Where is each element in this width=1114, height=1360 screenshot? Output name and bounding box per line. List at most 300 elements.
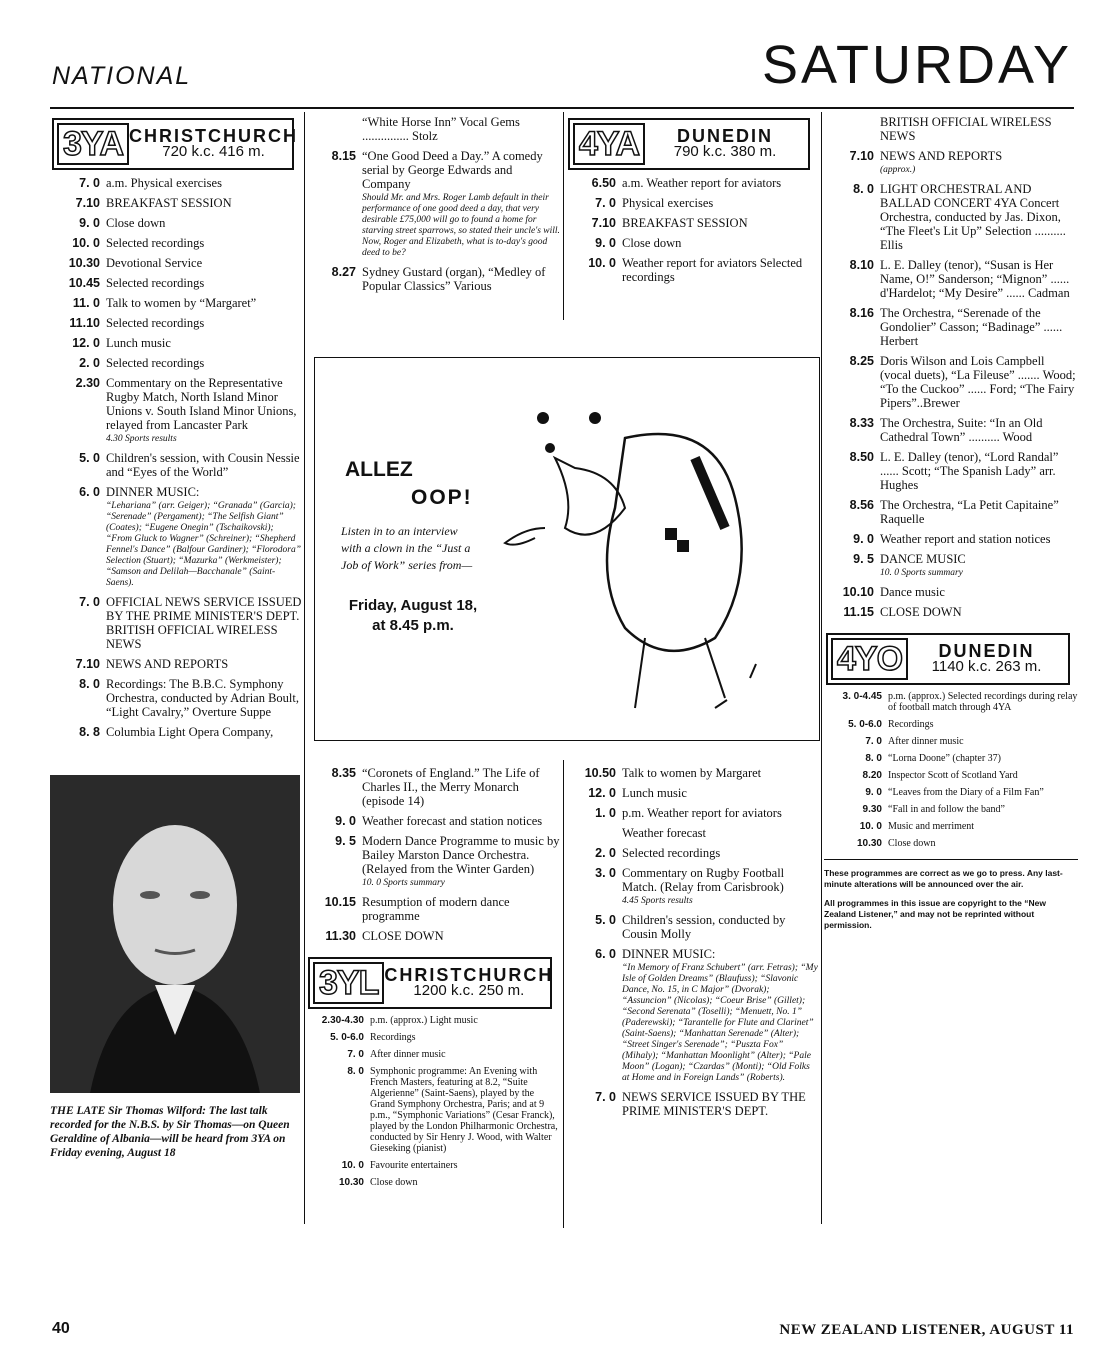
programme-description bbox=[880, 354, 1078, 410]
programme-description bbox=[622, 913, 818, 941]
programme-title: BREAKFAST SESSION bbox=[622, 216, 748, 230]
programme-item bbox=[824, 787, 1078, 798]
programme-description bbox=[106, 276, 302, 290]
programme-time: 5. 0 bbox=[79, 451, 100, 465]
programme-title: Favourite entertainers bbox=[370, 1160, 458, 1171]
promo-date: Friday, August 18, at 8.45 p.m. bbox=[348, 597, 478, 634]
programme-title: Commentary on the Representative Rugby Match, North Island Minor Unions v. South Island Minor Unions, relayed from Lancaster Park bbox=[106, 376, 297, 432]
programme-time: 7.10 bbox=[849, 149, 874, 163]
programme-title: After dinner music bbox=[888, 736, 964, 747]
programme-title: Children's session, with Cousin Nessie and “Eyes of the World” bbox=[106, 451, 300, 479]
programme-list-4ya-evening bbox=[824, 115, 1078, 619]
programme-time: 12. 0 bbox=[588, 786, 616, 800]
programme-title: Recordings bbox=[370, 1032, 416, 1043]
column-rule-2-bottom bbox=[563, 760, 564, 1228]
programme-item bbox=[824, 838, 1078, 849]
programme-item bbox=[306, 929, 560, 943]
programme-time bbox=[306, 115, 362, 143]
programme-time: 1. 0 bbox=[595, 806, 616, 820]
programme-title: Recordings: The B.B.C. Symphony Orchestra, conducted by Adrian Boult, “Light Cavalry,” Overture Suppe bbox=[106, 677, 300, 719]
programme-title: Talk to women by “Margaret” bbox=[106, 296, 257, 310]
programme-title: DINNER MUSIC: bbox=[622, 947, 716, 961]
programme-description bbox=[622, 176, 818, 190]
programme-time bbox=[824, 115, 880, 143]
programme-title: p.m. Weather report for aviators bbox=[622, 806, 782, 820]
programme-item bbox=[824, 821, 1078, 832]
programme-time: 6. 0 bbox=[79, 485, 100, 499]
programme-time: 2.30-4.30 bbox=[321, 1015, 364, 1026]
station-box-4yo bbox=[826, 633, 1070, 685]
programme-title: Symphonic programme: An Evening with French Masters, featuring at 8.2, “Suite Algerienne” (Saint-Saens), played by the Grand Symphony Orchestra, Paris; and at 9 p.m., “Symphonic Variations” (Cesar Franck), played by the London Philharmonic Orchestra, conducted by Sir Henry J. Wood, with Walter Gieseking (pianist) bbox=[370, 1066, 558, 1154]
programme-item bbox=[566, 826, 818, 840]
programme-item bbox=[824, 552, 1078, 579]
programme-time: 10.30 bbox=[338, 1177, 364, 1188]
programme-time: 5. 0-6.0 bbox=[848, 719, 882, 730]
programme-title: Selected recordings bbox=[622, 846, 721, 860]
programme-time: 11. 0 bbox=[72, 296, 100, 310]
programme-item bbox=[824, 450, 1078, 492]
programme-description bbox=[106, 236, 302, 250]
programme-item bbox=[306, 1177, 560, 1188]
programme-title: Music and merriment bbox=[888, 821, 975, 832]
programme-item bbox=[50, 316, 302, 330]
programme-note: “Lehariana” (arr. Geiger); “Granada” (Garcia); “Serenade” (Pergament); “The Selfish Giant” (Coates); “Eugene Onegin” (Tschaikovski); “From Gluck to Wagner” (Schreiner); “Shepherd Fennel's Dance” (Balfour Gardiner); “Florodora” Selection (Stuart); “Mazurka” (Werkmeister); “Samson and Delilah—Bacchanale” (Saint-Saens). bbox=[106, 501, 302, 588]
programme-description bbox=[888, 787, 1078, 798]
programme-item bbox=[50, 256, 302, 270]
programme-list-3yl bbox=[306, 1015, 560, 1188]
station-frequency: 1200 k.c. 250 m. bbox=[413, 982, 525, 999]
programme-item bbox=[566, 846, 818, 860]
programme-title: Columbia Light Opera Company, bbox=[106, 725, 274, 739]
logo-4ya: 4YA bbox=[573, 123, 645, 165]
programme-time: 7. 0 bbox=[347, 1049, 364, 1060]
page-number: 40 bbox=[52, 1320, 70, 1337]
programme-time: 12. 0 bbox=[72, 336, 100, 350]
programme-time: 5. 0-6.0 bbox=[330, 1032, 364, 1043]
programme-item bbox=[306, 265, 560, 293]
programme-description bbox=[362, 766, 560, 808]
station-frequency: 1140 k.c. 263 m. bbox=[931, 658, 1042, 675]
programme-title: “Fall in and follow the band” bbox=[888, 804, 1005, 815]
programme-time: 10.45 bbox=[68, 276, 100, 290]
programme-item bbox=[50, 236, 302, 250]
programme-title: Selected recordings bbox=[106, 316, 205, 330]
programme-title: Weather forecast bbox=[622, 826, 707, 840]
programme-title: OFFICIAL NEWS SERVICE ISSUED BY THE PRIME MINISTER'S DEPT. BRITISH OFFICIAL WIRELESS NEWS bbox=[106, 595, 302, 651]
promo-title-2: OOP! bbox=[411, 486, 473, 509]
clown-illustration bbox=[495, 378, 795, 728]
programme-time: 10.15 bbox=[324, 895, 356, 909]
portrait-caption: THE LATE Sir Thomas Wilford: The last talk recorded for the N.B.S. by Sir Thomas—on Queen Geraldine of Albania—will be heard from 3YA on Friday evening, August 18 bbox=[50, 1105, 290, 1159]
programme-note: “In Memory of Franz Schubert” (arr. Fetras); “My Isle of Golden Dreams” (Blaufuss); “Slavonic Dance, No. 15, in C Major” (Dvorak); “Assuncion” (Nicolas); “Coeur Brise” (Gillet); “Second Serenata” (Toselli); “Menuett, No. 1” (Paderewski); “Tarantelle for Flute and Clarinet” (Saint-Saens); “Manhattan Serenade” (Alter); “Street Singer's Serenade”; “Puszta Fox” (Mihaly); “Manhattan Moonlight” (Alter); “Pale Moon” (Logan); “Czardas” (Monti); “Old Folks at Home and in Foreign Lands” (Roberts). bbox=[622, 963, 818, 1083]
programme-description bbox=[106, 336, 302, 350]
copyright-note: All programmes in this issue are copyright to the “New Zealand Listener,” and may not be reprinted without permission. bbox=[824, 898, 1046, 930]
programme-description bbox=[622, 766, 818, 780]
programme-description bbox=[106, 216, 302, 230]
programme-item bbox=[824, 691, 1078, 713]
programme-list-4yo bbox=[824, 691, 1078, 849]
programme-item bbox=[824, 149, 1078, 176]
programme-description bbox=[362, 929, 560, 943]
programme-description bbox=[888, 770, 1078, 781]
programme-item bbox=[50, 196, 302, 210]
programme-list-4ya-morning bbox=[566, 176, 818, 284]
programme-title: LIGHT ORCHESTRAL AND BALLAD CONCERT 4YA Concert Orchestra, conducted by Jas. Dixon, “The Fleet's Lit Up” Selection .......... Ellis bbox=[880, 182, 1066, 252]
programme-time: 7.10 bbox=[591, 216, 616, 230]
programme-description bbox=[622, 196, 818, 210]
programme-item bbox=[566, 176, 818, 190]
programme-description bbox=[622, 806, 818, 820]
programme-description bbox=[622, 786, 818, 800]
programme-description bbox=[622, 256, 818, 284]
station-box-3yl bbox=[308, 957, 552, 1009]
programme-item bbox=[306, 149, 560, 259]
programme-item bbox=[50, 485, 302, 589]
programme-item bbox=[824, 532, 1078, 546]
programme-item bbox=[306, 115, 560, 143]
programme-description bbox=[888, 753, 1078, 764]
programme-description bbox=[888, 691, 1078, 713]
promo-panel bbox=[314, 357, 820, 741]
programme-time: 6. 0 bbox=[595, 947, 616, 961]
programme-description bbox=[106, 595, 302, 651]
programme-time: 11.30 bbox=[325, 929, 356, 943]
programme-time: 2. 0 bbox=[79, 356, 100, 370]
programme-description bbox=[880, 532, 1078, 546]
programme-title: Commentary on Rugby Football Match. (Relay from Carisbrook) bbox=[622, 866, 785, 894]
programme-item bbox=[824, 416, 1078, 444]
programme-item bbox=[50, 451, 302, 479]
programme-note: 10. 0 Sports summary bbox=[880, 568, 963, 578]
programme-time: 8. 0 bbox=[865, 753, 882, 764]
programme-item bbox=[50, 376, 302, 445]
programme-title: DINNER MUSIC: bbox=[106, 485, 200, 499]
programme-description bbox=[888, 838, 1078, 849]
programme-time: 7. 0 bbox=[595, 1090, 616, 1104]
programme-title: “Leaves from the Diary of a Film Fan” bbox=[888, 787, 1044, 798]
section-label: NATIONAL bbox=[52, 62, 192, 90]
column-4 bbox=[824, 112, 1078, 939]
programme-time: 11.15 bbox=[843, 605, 874, 619]
programme-title: “One Good Deed a Day.” A comedy serial by George Edwards and Company bbox=[362, 149, 543, 191]
programme-item bbox=[824, 804, 1078, 815]
programme-time: 8.35 bbox=[331, 766, 356, 780]
programme-description bbox=[880, 149, 1078, 176]
programme-item bbox=[50, 725, 302, 739]
programme-description bbox=[622, 846, 818, 860]
portrait-photo bbox=[50, 775, 300, 1093]
programme-title: The Orchestra, Suite: “In an Old Cathedral Town” .......... Wood bbox=[880, 416, 1043, 444]
column-4ya bbox=[566, 112, 818, 290]
programme-title: Inspector Scott of Scotland Yard bbox=[888, 770, 1018, 781]
programme-title: L. E. Dalley (tenor), “Susan is Her Name, O!” Sanderson; “Mignon” ...... d'Hardelot; “My Desire” ...... Cadman bbox=[880, 258, 1070, 300]
day-title: SATURDAY bbox=[761, 35, 1072, 95]
programme-title: Children's session, conducted by Cousin Molly bbox=[622, 913, 786, 941]
programme-title: Close down bbox=[888, 838, 936, 849]
programme-title: p.m. (approx.) Selected recordings during relay of football match through 4YA bbox=[888, 691, 1078, 713]
programme-title: Weather report for aviators Selected recordings bbox=[622, 256, 803, 284]
column-rule-2-top bbox=[563, 112, 564, 320]
station-frequency: 790 k.c. 380 m. bbox=[673, 143, 777, 160]
programme-description bbox=[106, 677, 302, 719]
station-city: DUNEDIN bbox=[938, 641, 1035, 661]
programme-time: 9.30 bbox=[862, 804, 882, 815]
programme-item bbox=[566, 947, 818, 1084]
programme-title: Sydney Gustard (organ), “Medley of Popular Classics” Various bbox=[362, 265, 546, 293]
programme-title: Recordings bbox=[888, 719, 934, 730]
programme-description bbox=[362, 265, 560, 293]
column-rule-3 bbox=[821, 112, 822, 1224]
programme-title: L. E. Dalley (tenor), “Lord Randal” ...... Scott; “The Spanish Lady” arr. Hughes bbox=[880, 450, 1059, 492]
programme-item bbox=[824, 115, 1078, 143]
programme-item bbox=[306, 1032, 560, 1043]
programme-list-3ya bbox=[50, 176, 302, 739]
programme-item bbox=[306, 1160, 560, 1171]
programme-description bbox=[622, 866, 818, 907]
programme-time: 2. 0 bbox=[595, 846, 616, 860]
programme-time: 10.50 bbox=[584, 766, 616, 780]
programme-note: 4.45 Sports results bbox=[622, 896, 693, 906]
programme-title: The Orchestra, “La Petit Capitaine” Raquelle bbox=[880, 498, 1059, 526]
programme-item bbox=[566, 1090, 818, 1118]
programme-title: CLOSE DOWN bbox=[880, 605, 962, 619]
programme-description bbox=[880, 258, 1078, 300]
programme-title: “Coronets of England.” The Life of Charles II., the Merry Monarch (episode 14) bbox=[362, 766, 540, 808]
programme-description bbox=[106, 176, 302, 190]
programme-item bbox=[50, 657, 302, 671]
programme-description bbox=[880, 450, 1078, 492]
programme-description bbox=[370, 1015, 560, 1026]
programme-time: 10.30 bbox=[68, 256, 100, 270]
programme-item bbox=[566, 913, 818, 941]
programme-description bbox=[370, 1049, 560, 1060]
programme-description bbox=[362, 149, 560, 259]
programme-title: The Orchestra, “Serenade of the Gondolier” Casson; “Badinage” ...... Herbert bbox=[880, 306, 1063, 348]
programme-description bbox=[370, 1177, 560, 1188]
station-city: DUNEDIN bbox=[677, 126, 774, 146]
programme-time: 10. 0 bbox=[72, 236, 100, 250]
programme-description bbox=[106, 256, 302, 270]
programme-item bbox=[50, 296, 302, 310]
programme-time: 5. 0 bbox=[595, 913, 616, 927]
press-note: These programmes are correct as we go to press. Any last-minute alterations will be announced over the air. bbox=[824, 868, 1063, 889]
programme-item bbox=[566, 256, 818, 284]
programme-description bbox=[880, 115, 1078, 143]
programme-description bbox=[880, 605, 1078, 619]
programme-description bbox=[362, 814, 560, 828]
station-city: CHRISTCHURCH bbox=[384, 965, 554, 985]
header-rule bbox=[50, 107, 1074, 109]
programme-item bbox=[306, 1049, 560, 1060]
programme-title: DANCE MUSIC bbox=[880, 552, 966, 566]
programme-description bbox=[880, 416, 1078, 444]
programme-item bbox=[824, 306, 1078, 348]
programme-title: “White Horse Inn” Vocal Gems ............... Stolz bbox=[362, 115, 520, 143]
programme-item bbox=[50, 595, 302, 651]
programme-item bbox=[566, 866, 818, 907]
programme-item bbox=[824, 736, 1078, 747]
programme-title: NEWS SERVICE ISSUED BY THE PRIME MINISTER'S DEPT. bbox=[622, 1090, 806, 1118]
programme-description bbox=[106, 316, 302, 330]
programme-title: Lunch music bbox=[622, 786, 687, 800]
programme-description bbox=[888, 804, 1078, 815]
programme-time: 9. 0 bbox=[335, 814, 356, 828]
programme-time: 9. 0 bbox=[865, 787, 882, 798]
programme-item bbox=[824, 354, 1078, 410]
programme-title: Dance music bbox=[880, 585, 945, 599]
programme-item bbox=[566, 196, 818, 210]
programme-item bbox=[566, 786, 818, 800]
programme-title: Devotional Service bbox=[106, 256, 203, 270]
programme-item bbox=[50, 176, 302, 190]
programme-time: 6.50 bbox=[591, 176, 616, 190]
programme-title: Selected recordings bbox=[106, 276, 205, 290]
programme-item bbox=[824, 719, 1078, 730]
programme-description bbox=[622, 826, 818, 840]
programme-title: After dinner music bbox=[370, 1049, 446, 1060]
programme-description bbox=[880, 552, 1078, 579]
programme-description bbox=[106, 485, 302, 589]
programme-title: Close down bbox=[106, 216, 166, 230]
programme-title: Modern Dance Programme to music by Bailey Marston Dance Orchestra. (Relayed from the Winter Garden) bbox=[362, 834, 560, 876]
programme-time: 8.56 bbox=[849, 498, 874, 512]
programme-time: 10.10 bbox=[842, 585, 874, 599]
programme-title: p.m. (approx.) Light music bbox=[370, 1015, 478, 1026]
programme-title: Weather forecast and station notices bbox=[362, 814, 543, 828]
programme-item bbox=[824, 182, 1078, 252]
programme-time: 8.10 bbox=[849, 258, 874, 272]
programme-description bbox=[370, 1160, 560, 1171]
programme-time: 10. 0 bbox=[859, 821, 882, 832]
programme-item bbox=[306, 895, 560, 923]
programme-title: a.m. Physical exercises bbox=[106, 176, 222, 190]
programme-time: 7. 0 bbox=[79, 595, 100, 609]
notes-rule bbox=[824, 859, 1078, 860]
programme-time: 7.10 bbox=[75, 196, 100, 210]
programme-title: NEWS AND REPORTS bbox=[106, 657, 229, 671]
programme-description bbox=[370, 1066, 560, 1154]
programme-description bbox=[880, 182, 1078, 252]
programme-note: 10. 0 Sports summary bbox=[362, 878, 445, 888]
programme-description bbox=[106, 451, 302, 479]
programme-item bbox=[824, 585, 1078, 599]
programme-item bbox=[824, 753, 1078, 764]
programme-time: 8.33 bbox=[849, 416, 874, 430]
programme-item bbox=[50, 356, 302, 370]
publication-footer: NEW ZEALAND LISTENER, AUGUST 11 bbox=[779, 1322, 1074, 1338]
programme-note: (approx.) bbox=[880, 165, 916, 175]
programme-description bbox=[106, 296, 302, 310]
programme-item bbox=[566, 806, 818, 820]
programme-item bbox=[824, 605, 1078, 619]
programme-time: 3. 0 bbox=[595, 866, 616, 880]
programme-description bbox=[362, 115, 560, 143]
column-3ya bbox=[50, 112, 302, 1160]
programme-item bbox=[306, 766, 560, 808]
programme-time: 9. 0 bbox=[853, 532, 874, 546]
station-frequency: 720 k.c. 416 m. bbox=[162, 143, 265, 160]
programme-title: Doris Wilson and Lois Campbell (vocal duets), “La Fileuse” ....... Wood; “To the Cuckoo” ...... Ford; “The Fairy Pipers”..Brewer bbox=[880, 354, 1076, 410]
programme-title: NEWS AND REPORTS bbox=[880, 149, 1003, 163]
programme-item bbox=[824, 770, 1078, 781]
programme-title: Lunch music bbox=[106, 336, 171, 350]
programme-item bbox=[50, 216, 302, 230]
programme-description bbox=[888, 821, 1078, 832]
programme-description bbox=[106, 657, 302, 671]
programme-time: 8. 0 bbox=[79, 677, 100, 691]
programme-time: 10. 0 bbox=[588, 256, 616, 270]
programme-title: “Lorna Doone” (chapter 37) bbox=[888, 753, 1001, 764]
programme-time: 9. 5 bbox=[335, 834, 356, 848]
programme-title: Talk to women by Margaret bbox=[622, 766, 762, 780]
programme-description bbox=[362, 895, 560, 923]
programme-time: 8.27 bbox=[331, 265, 356, 279]
programme-item bbox=[306, 1015, 560, 1026]
programme-title: Close down bbox=[622, 236, 682, 250]
programme-time: 8.50 bbox=[849, 450, 874, 464]
column-2-bottom bbox=[306, 763, 560, 1194]
programme-description bbox=[622, 216, 818, 230]
station-box-3ya bbox=[52, 118, 299, 170]
programme-list-4ya-afternoon bbox=[566, 766, 818, 1118]
programme-title: Selected recordings bbox=[106, 236, 205, 250]
programme-title: CLOSE DOWN bbox=[362, 929, 444, 943]
programme-description bbox=[622, 1090, 818, 1118]
programme-note: Should Mr. and Mrs. Roger Lamb default in their performance of one good deed a day, that very desirable £75,000 will go to found a home for starving street sparrows, so stated their uncle's will. Now, Roger and Elizabeth, what is to-day's good deed to be? bbox=[362, 193, 560, 258]
programme-description bbox=[880, 498, 1078, 526]
column-rule-1 bbox=[304, 112, 305, 1224]
promo-blurb: Listen in to an interview with a clown in the “Just a Job of Work” series from— bbox=[341, 524, 473, 572]
programme-time: 10. 0 bbox=[341, 1160, 364, 1171]
programme-time: 7.10 bbox=[75, 657, 100, 671]
programme-title: Physical exercises bbox=[622, 196, 714, 210]
programme-item bbox=[566, 236, 818, 250]
programme-time: 7. 0 bbox=[865, 736, 882, 747]
programme-description bbox=[106, 725, 302, 739]
programme-description bbox=[880, 585, 1078, 599]
programme-item bbox=[566, 216, 818, 230]
programme-description bbox=[370, 1032, 560, 1043]
programme-title: BRITISH OFFICIAL WIRELESS NEWS bbox=[880, 115, 1052, 143]
programme-title: Close down bbox=[370, 1177, 418, 1188]
programme-time: 11.10 bbox=[69, 316, 100, 330]
programme-description bbox=[622, 236, 818, 250]
programme-title: BREAKFAST SESSION bbox=[106, 196, 232, 210]
programme-time: 9. 0 bbox=[79, 216, 100, 230]
programme-time: 8. 0 bbox=[347, 1066, 364, 1077]
programme-item bbox=[306, 814, 560, 828]
programme-title: Selected recordings bbox=[106, 356, 205, 370]
programme-description bbox=[106, 196, 302, 210]
column-2-top bbox=[306, 112, 560, 299]
station-city: CHRISTCHURCH bbox=[129, 126, 299, 146]
programme-item bbox=[306, 1066, 560, 1154]
programme-description bbox=[362, 834, 560, 889]
programme-time: 8.25 bbox=[849, 354, 874, 368]
programme-description bbox=[106, 356, 302, 370]
programme-time: 8.20 bbox=[862, 770, 882, 781]
programme-item bbox=[824, 258, 1078, 300]
programme-time: 8.15 bbox=[331, 149, 356, 163]
programme-time: 7. 0 bbox=[79, 176, 100, 190]
programme-time: 3. 0-4.45 bbox=[842, 691, 882, 702]
programme-time: 9. 0 bbox=[595, 236, 616, 250]
programme-title: Weather report and station notices bbox=[880, 532, 1051, 546]
logo-3ya: 3YA bbox=[57, 123, 129, 165]
programme-title: a.m. Weather report for aviators bbox=[622, 176, 782, 190]
programme-time bbox=[566, 826, 622, 840]
programme-description bbox=[880, 306, 1078, 348]
